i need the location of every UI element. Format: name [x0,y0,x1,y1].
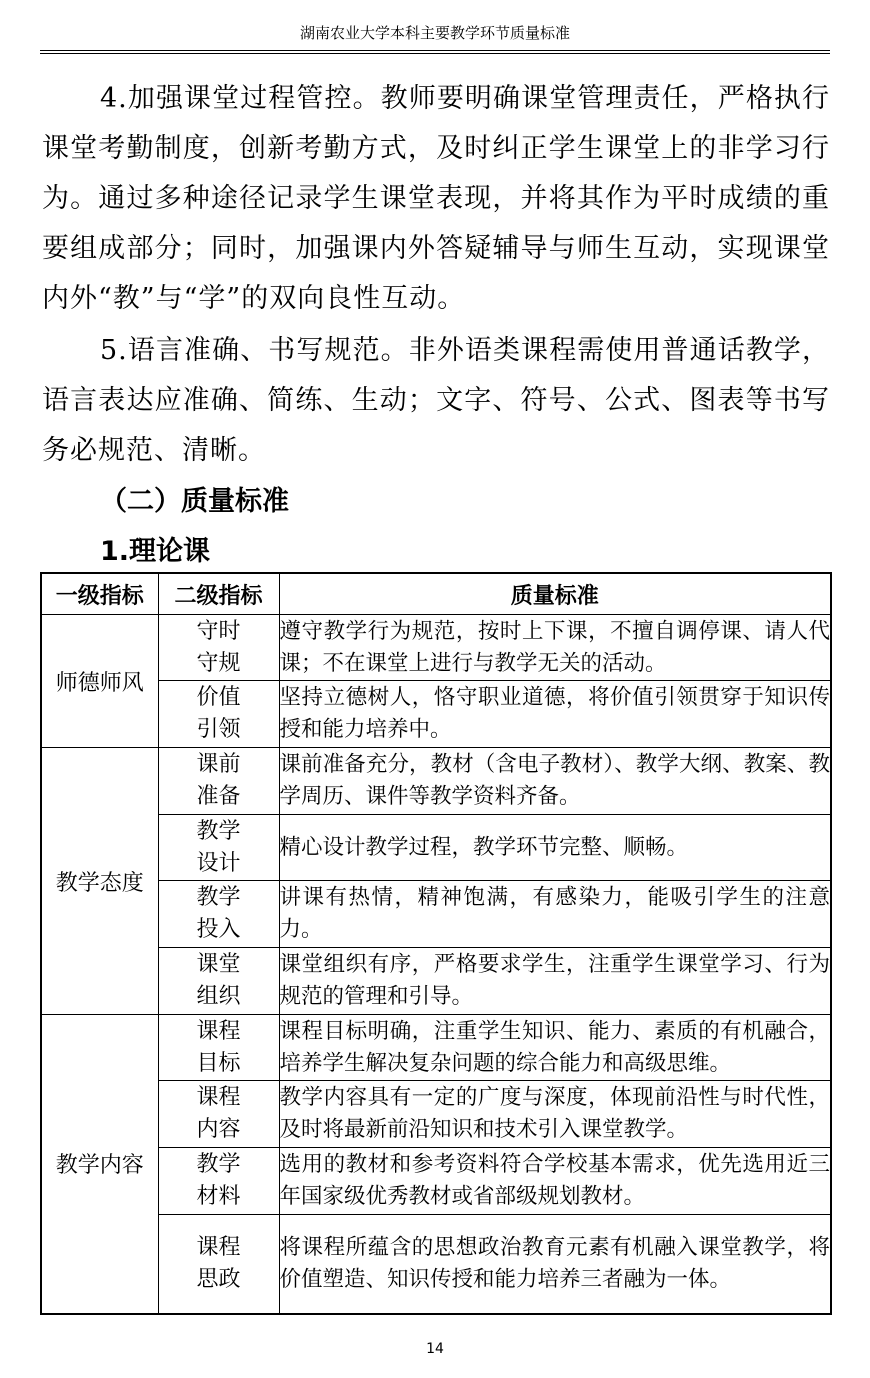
running-header: 湖南农业大学本科主要教学环节质量标准 [299,24,570,42]
standard-cell: 坚持立德树人，恪守职业道德，将价值引领贯穿于知识传授和能力培养中。 [279,681,831,748]
paragraph-5 [42,326,830,476]
quality-standard-table [40,572,832,1315]
level2-line: 课程 [196,1085,241,1110]
level2-line: 教学 [196,818,241,844]
table-row [41,1148,831,1215]
standard-cell: 课堂组织有序，严格要求学生，注重学生课堂学习、行为规范的管理和引导。 [279,948,831,1015]
level2-line: 组织 [196,984,241,1009]
level2-cell [158,815,279,881]
level2-line: 课前 [196,752,241,777]
level2-line: 课程 [196,1018,241,1044]
header-level2: 二级指标 [158,573,279,615]
level2-line: 课程 [196,1234,241,1260]
level2-line: 课堂 [196,952,241,977]
paragraph-4 [42,74,830,324]
level2-cell [158,1015,279,1081]
level2-line: 价值 [196,685,241,710]
level2-line: 思政 [196,1266,241,1292]
level1-cell: 师德师风 [41,615,158,748]
header-rule-top [40,50,830,51]
table-row [41,1015,831,1081]
table-row [41,1215,831,1314]
level2-cell [158,681,279,748]
header-standard: 质量标准 [279,573,831,615]
paragraph-5-text: 5.语言准确、书写规范。非外语类课程需使用普通话教学，语言表达应准确、简练、生动；文字、符号、公式、图表等书写务必规范、清晰。 [42,335,830,466]
standard-cell: 讲课有热情，精神饱满，有感染力，能吸引学生的注意力。 [279,881,831,948]
level2-line: 设计 [196,850,241,876]
table-row [41,1081,831,1148]
section-heading: （二）质量标准 [100,486,289,517]
standard-cell: 精心设计教学过程，教学环节完整、顺畅。 [279,815,831,881]
level2-line: 守时 [196,618,241,644]
level2-line: 准备 [196,784,241,809]
level2-line: 内容 [196,1117,241,1142]
subsection-heading: 1.理论课 [100,536,211,567]
level2-line: 材料 [196,1184,241,1209]
table-row [41,815,831,881]
standard-cell: 教学内容具有一定的广度与深度，体现前沿性与时代性，及时将最新前沿知识和技术引入课堂教学。 [279,1081,831,1148]
level2-cell [158,881,279,948]
page-number: 14 [426,1341,444,1357]
table-row [41,615,831,681]
header-rule-bottom [40,53,830,54]
level2-cell [158,1081,279,1148]
standard-cell: 选用的教材和参考资料符合学校基本需求，优先选用近三年国家级优秀教材或省部级规划教材。 [279,1148,831,1215]
table-header-row [41,573,831,615]
level2-cell [158,615,279,681]
level1-cell: 教学态度 [41,748,158,1015]
level2-cell [158,748,279,815]
standard-cell: 课程目标明确，注重学生知识、能力、素质的有机融合，培养学生解决复杂问题的综合能力和高级思维。 [279,1015,831,1081]
level2-line: 教学 [196,1152,241,1177]
level2-line: 引领 [196,717,241,742]
table-row [41,748,831,815]
table-row [41,948,831,1015]
level2-cell [158,1215,279,1314]
standard-cell: 将课程所蕴含的思想政治教育元素有机融入课堂教学，将价值塑造、知识传授和能力培养三者融为一体。 [279,1215,831,1314]
level1-cell: 教学内容 [41,1015,158,1314]
level2-cell [158,948,279,1015]
level2-line: 守规 [196,650,241,676]
header-level1: 一级指标 [41,573,158,615]
standard-cell: 遵守教学行为规范，按时上下课，不擅自调停课、请人代课；不在课堂上进行与教学无关的活动。 [279,615,831,681]
level2-line: 投入 [196,917,241,942]
level2-line: 教学 [196,885,241,910]
standard-cell: 课前准备充分，教材（含电子教材）、教学大纲、教案、教学周历、课件等教学资料齐备。 [279,748,831,815]
level2-line: 目标 [196,1050,241,1076]
table-row [41,681,831,748]
paragraph-4-text: 4.加强课堂过程管控。教师要明确课堂管理责任，严格执行课堂考勤制度，创新考勤方式，及时纠正学生课堂上的非学习行为。通过多种途径记录学生课堂表现，并将其作为平时成绩的重要组成部分；同时，加强课内外答疑辅导与师生互动，实现课堂内外“教”与“学”的双向良性互动。 [42,83,830,314]
table-row [41,881,831,948]
level2-cell [158,1148,279,1215]
